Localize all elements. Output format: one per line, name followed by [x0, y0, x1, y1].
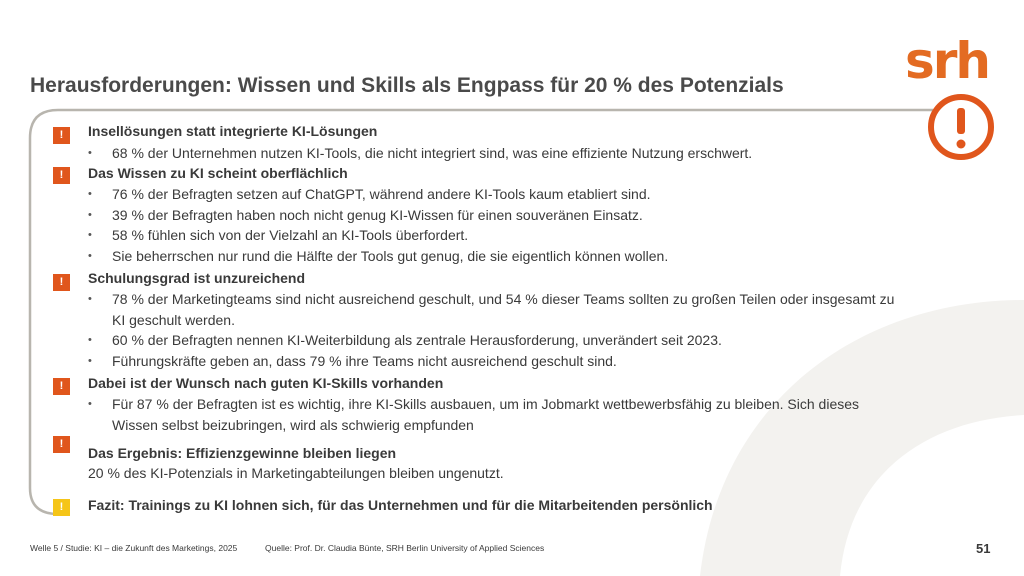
section-heading: Dabei ist der Wunsch nach guten KI-Skills vorhanden — [88, 375, 444, 391]
footer-source: Quelle: Prof. Dr. Claudia Bünte, SRH Berlin University of Applied Sciences — [265, 543, 545, 553]
conclusion-heading: Fazit: Trainings zu KI lohnen sich, für das Unternehmen und für die Mitarbeitenden persönlich — [88, 497, 713, 513]
section-heading: Das Wissen zu KI scheint oberflächlich — [88, 165, 348, 181]
slide-title: Herausforderungen: Wissen und Skills als Engpass für 20 % des Potenzials — [30, 74, 784, 97]
bullet-item: • 78 % der Marketingteams sind nicht ausreichend geschult, und 54 % dieser Teams sollten zu großen Teilen oder insgesamt zu KI geschult werden. — [85, 289, 905, 330]
srh-logo: srh — [905, 32, 990, 90]
exclamation-circle-icon — [926, 92, 996, 162]
bullet-list — [85, 394, 905, 435]
bullet-list — [85, 289, 905, 371]
section-text: 20 % des KI-Potenzials in Marketingabteilungen bleiben ungenutzt. — [88, 465, 504, 481]
section-heading: Insellösungen statt integrierte KI-Lösungen — [88, 123, 378, 139]
footer-study: Welle 5 / Studie: KI – die Zukunft des Marketings, 2025 — [30, 543, 238, 553]
exclamation-badge-icon: ! — [53, 436, 70, 453]
section-heading: Schulungsgrad ist unzureichend — [88, 270, 306, 286]
exclamation-badge-icon: ! — [53, 499, 70, 516]
bullet-item: • 58 % fühlen sich von der Vielzahl an KI-Tools überfordert. — [85, 225, 905, 246]
bullet-item: • Führungskräfte geben an, dass 79 % ihre Teams nicht ausreichend geschult sind. — [85, 351, 905, 372]
bullet-item: • Sie beherrschen nur rund die Hälfte der Tools gut genug, die sie eigentlich können wollen. — [85, 246, 905, 267]
bullet-item: • 76 % der Befragten setzen auf ChatGPT, während andere KI-Tools kaum etabliert sind. — [85, 184, 905, 205]
bullet-item: • 39 % der Befragten haben noch nicht genug KI-Wissen für einen souveränen Einsatz. — [85, 205, 905, 226]
bullet-item: • 68 % der Unternehmen nutzen KI-Tools, die nicht integriert sind, was eine effiziente Nutzung erschwert. — [85, 143, 905, 164]
exclamation-badge-icon: ! — [53, 127, 70, 144]
bullet-list — [85, 184, 905, 266]
page-number: 51 — [976, 541, 991, 556]
exclamation-badge-icon: ! — [53, 274, 70, 291]
bullet-item: • 60 % der Befragten nennen KI-Weiterbildung als zentrale Herausforderung, unverändert seit 2023. — [85, 330, 905, 351]
exclamation-badge-icon: ! — [53, 378, 70, 395]
bullet-item: • Für 87 % der Befragten ist es wichtig, ihre KI-Skills ausbauen, um im Jobmarkt wettbewerbsfähig zu bleiben. Sich dieses Wissen selbst beizubringen, wird als schwierig empfunden — [85, 394, 905, 435]
bullet-list — [85, 143, 905, 164]
exclamation-badge-icon: ! — [53, 167, 70, 184]
section-heading: Das Ergebnis: Effizienzgewinne bleiben liegen — [88, 445, 397, 461]
